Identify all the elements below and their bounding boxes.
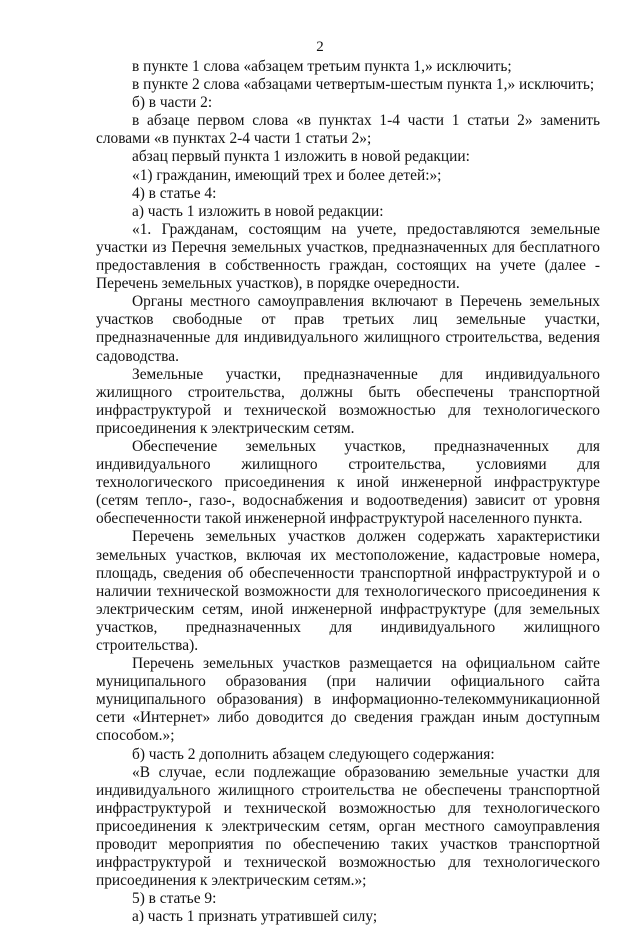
paragraph-10: Органы местного самоуправления включают в Перечень земельных участков свободные от прав третьих лиц земельные участки, предназначенные для индивидуального жилищного строительства, ведения садоводства. — [96, 293, 600, 365]
paragraph-5: абзац первый пункта 1 изложить в новой редакции: — [132, 148, 470, 166]
paragraph-12: Обеспечение земельных участков, предназначенных для индивидуального жилищного строительства, условиями для технологического присоединения к иной инженерной инфраструктуре (сетям тепло-, газо-, водоснабжения и водоотведения) зависит от уровня обеспеченности такой инженерной инфраструктурой населенного пункта. — [96, 437, 600, 528]
paragraph-3: б) в части 2: — [132, 94, 213, 112]
paragraph-9: «1. Гражданам, состоящим на учете, предоставляются земельные участки из Перечня земельных участков, предназначенных для бесплатного предоставления в собственность граждан, состоящих на учете (далее - Перечень земельных участков), в порядке очередности. — [96, 220, 600, 293]
paragraph-11: Земельные участки, предназначенные для индивидуального жилищного строительства, должны быть обеспечены транспортной инфраструктурой и технической возможностью для технологического присоединения к электрическим сетям. — [96, 365, 600, 437]
paragraph-2: в пункте 2 слова «абзацами четвертым-шестым пункта 1,» исключить; — [132, 76, 595, 94]
paragraph-17: 5) в статье 9: — [132, 890, 217, 908]
paragraph-8: а) часть 1 изложить в новой редакции: — [132, 202, 384, 220]
paragraph-6: «1) гражданин, имеющий трех и более детей:»; — [132, 166, 442, 184]
paragraph-16: «В случае, если подлежащие образованию земельные участки для индивидуального жилищного строительства не обеспечены транспортной инфраструктурой и технической возможностью для технологического присоединения к электрическим сетям, орган местного самоуправления проводит мероприятия по обеспечению таких участков транспортной инфраструктурой и технической возможностью для технологического присоединения к электрическим сетям.»; — [96, 763, 600, 890]
paragraph-7: 4) в статье 4: — [132, 184, 217, 202]
paragraph-1: в пункте 1 слова «абзацем третьим пункта 1,» исключить; — [132, 58, 512, 75]
paragraph-15: б) часть 2 дополнить абзацем следующего содержания: — [132, 745, 495, 763]
document-body — [96, 58, 600, 927]
page-number: 2 — [316, 39, 324, 55]
paragraph-13: Перечень земельных участков должен содержать характеристики земельных участков, включая их местоположение, кадастровые номера, площадь, сведения об обеспеченности транспортной инфраструктурой и о наличии технической возможности для технологического присоединения к электрическим сетям, иной инженерной инфраструктуре (для земельных участков, предназначенных для индивидуального жилищного строительства). — [96, 528, 600, 654]
paragraph-14: Перечень земельных участков размещается на официальном сайте муниципального образования (при наличии официального сайта муниципального образования) в информационно-телекоммуникационной сети «Интернет» либо доводится до сведения граждан иным доступным способом.»; — [96, 655, 600, 745]
paragraph-18: а) часть 1 признать утратившей силу; — [132, 908, 378, 926]
paragraph-4: в абзаце первом слова «в пунктах 1-4 части 1 статьи 2» заменить словами «в пунктах 2-4 части 1 статьи 2»; — [96, 112, 600, 148]
